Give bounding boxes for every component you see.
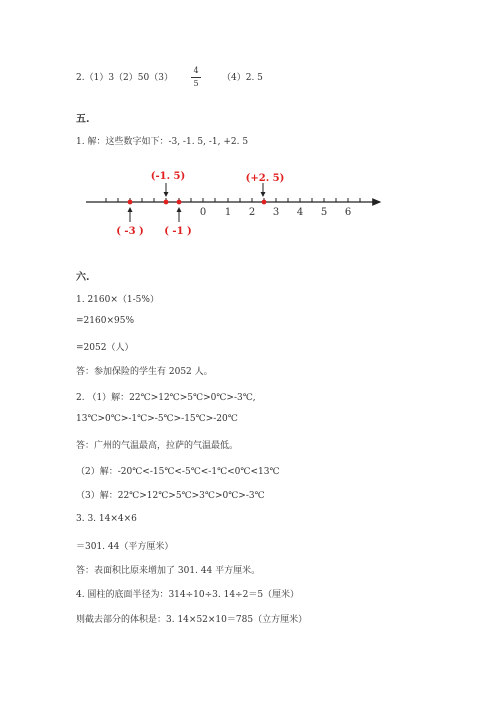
answer-line: 答：参加保险的学生有 2052 人。: [76, 367, 213, 377]
section-heading: 六.: [76, 272, 90, 283]
point-marker: [177, 200, 182, 205]
answer-line: 4. 圆柱的底面半径为：314÷10÷3. 14÷2＝5（厘米）: [76, 590, 300, 600]
answer-line: 答：表面积比原来增加了 301. 44 平方厘米。: [76, 566, 261, 576]
answer-line: 1. 2160×（1-5%）: [76, 295, 159, 305]
label-neg1: ( -1 ): [164, 226, 192, 237]
answer-line: ＝301. 44（平方厘米）: [76, 542, 174, 552]
tick-label: 1: [224, 207, 232, 218]
label-neg1p5: (-1. 5): [150, 171, 186, 182]
answer-line: （3）解：22℃>12℃>5℃>3℃>0℃>-3℃: [76, 491, 265, 501]
answer-text: （4）2. 5: [222, 73, 263, 83]
tick-label: 0: [199, 207, 207, 218]
tick-label: 5: [320, 207, 328, 218]
point-marker: [262, 200, 267, 205]
section-heading: 五.: [76, 114, 90, 125]
answer-line: 2. （1）解：22℃>12℃>5℃>0℃>-3℃,: [76, 393, 256, 403]
label-neg3: ( -3 ): [116, 226, 144, 237]
point-marker: [164, 200, 169, 205]
answer-line: =2160×95%: [76, 316, 134, 326]
tick-label-group: [200, 207, 351, 218]
answer-line: 答：广州的气温最高，拉萨的气温最低。: [76, 441, 239, 451]
label-pos2p5: (+2. 5): [245, 173, 285, 184]
tick-label: 2: [248, 207, 256, 218]
point-marker: [128, 200, 133, 205]
tick-label: 6: [344, 207, 352, 218]
tick-label: 4: [296, 207, 304, 218]
fraction-denominator: 5: [193, 79, 199, 88]
answer-line: 1. 解：这些数字如下：-3, -1. 5, -1, +2. 5: [76, 137, 249, 147]
answer-line: （2）解：-20℃<-15℃<-5℃<-1℃<0℃<13℃: [76, 467, 280, 477]
answer-line: 3. 3. 14×4×6: [76, 514, 137, 524]
answer-line: 则截去部分的体积是：3. 14×52×10＝785（立方厘米）: [76, 615, 308, 625]
tick-label: 3: [272, 207, 280, 218]
answer-text: 2.（1）3（2）50（3）: [76, 73, 173, 83]
answer-line: 13℃>0℃>-1℃>-5℃>-15℃>-20℃: [76, 414, 238, 424]
fraction-numerator: 4: [193, 66, 199, 75]
answer-line: =2052（人）: [76, 343, 134, 353]
